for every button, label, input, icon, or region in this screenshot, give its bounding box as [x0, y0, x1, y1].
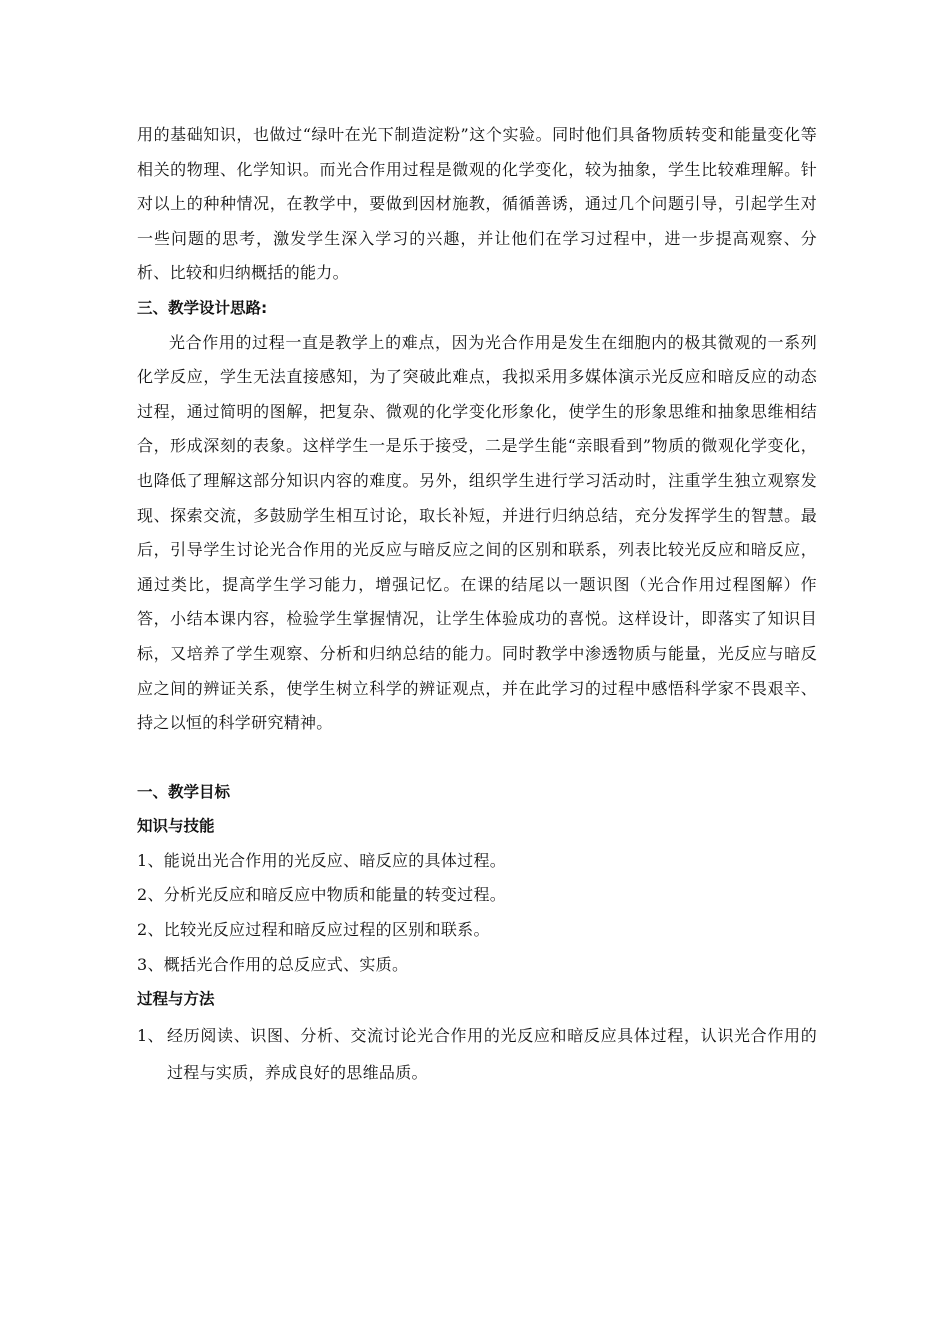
section-heading-design-ideas: 三、教学设计思路: — [137, 298, 268, 317]
knowledge-item: 2、比较光反应过程和暗反应过程的区别和联系。 — [137, 920, 490, 940]
process-item — [137, 1017, 817, 1091]
subheading-knowledge-skills: 知识与技能 — [137, 817, 215, 836]
blank-line — [137, 741, 817, 775]
knowledge-item: 3、概括光合作用的总反应式、实质。 — [137, 954, 409, 974]
process-item-number: 1、 — [137, 1025, 164, 1045]
process-item-text: 经历阅读、识图、分析、交流讨论光合作用的光反应和暗反应具体过程，认识光合作用的过程与实质，养成良好的思维品质。 — [167, 1025, 817, 1082]
intro-paragraph: 用的基础知识，也做过“绿叶在光下制造淀粉”这个实验。同时他们具备物质转变和能量变化等相关的物理、化学知识。而光合作用过程是微观的化学变化，较为抽象，学生比较难理解。针对以上的种种情况，在教学中，要做到因材施教，循循善诱，通过几个问题引导，引起学生对一些问题的思考，激发学生深入学习的兴趣，并让他们在学习过程中，进一步提高观察、分析、比较和归纳概括的能力。 — [137, 125, 817, 283]
document-page — [137, 118, 817, 1091]
section-heading-objectives: 一、教学目标 — [137, 782, 231, 801]
knowledge-item: 1、能说出光合作用的光反应、暗反应的具体过程。 — [137, 850, 507, 870]
design-ideas-paragraph: 光合作用的过程一直是教学上的难点，因为光合作用是发生在细胞内的极其微观的一系列化学反应，学生无法直接感知，为了突破此难点，我拟采用多媒体演示光反应和暗反应的动态过程，通过简明的图解，把复杂、微观的化学变化形象化，使学生的形象思维和抽象思维相结合，形成深刻的表象。这样学生一是乐于接受，二是学生能“亲眼看到”物质的微观化学变化，也降低了理解这部分知识内容的难度。另外，组织学生进行学习活动时，注重学生独立观察发现、探索交流，多鼓励学生相互讨论，取长补短，并进行归纳总结，充分发挥学生的智慧。最后，引导学生讨论光合作用的光反应与暗反应之间的区别和联系，列表比较光反应和暗反应，通过类比，提高学生学习能力，增强记忆。在课的结尾以一题识图（光合作用过程图解）作答，小结本课内容，检验学生掌握情况，让学生体验成功的喜悦。这样设计，即落实了知识目标，又培养了学生观察、分析和归纳总结的能力。同时教学中渗透物质与能量，光反应与暗反应之间的辨证关系，使学生树立科学的辨证观点，并在此学习的过程中感悟科学家不畏艰辛、持之以恒的科学研究精神。 — [137, 332, 817, 733]
knowledge-item: 2、分析光反应和暗反应中物质和能量的转变过程。 — [137, 885, 507, 905]
subheading-process-methods: 过程与方法 — [137, 990, 215, 1009]
